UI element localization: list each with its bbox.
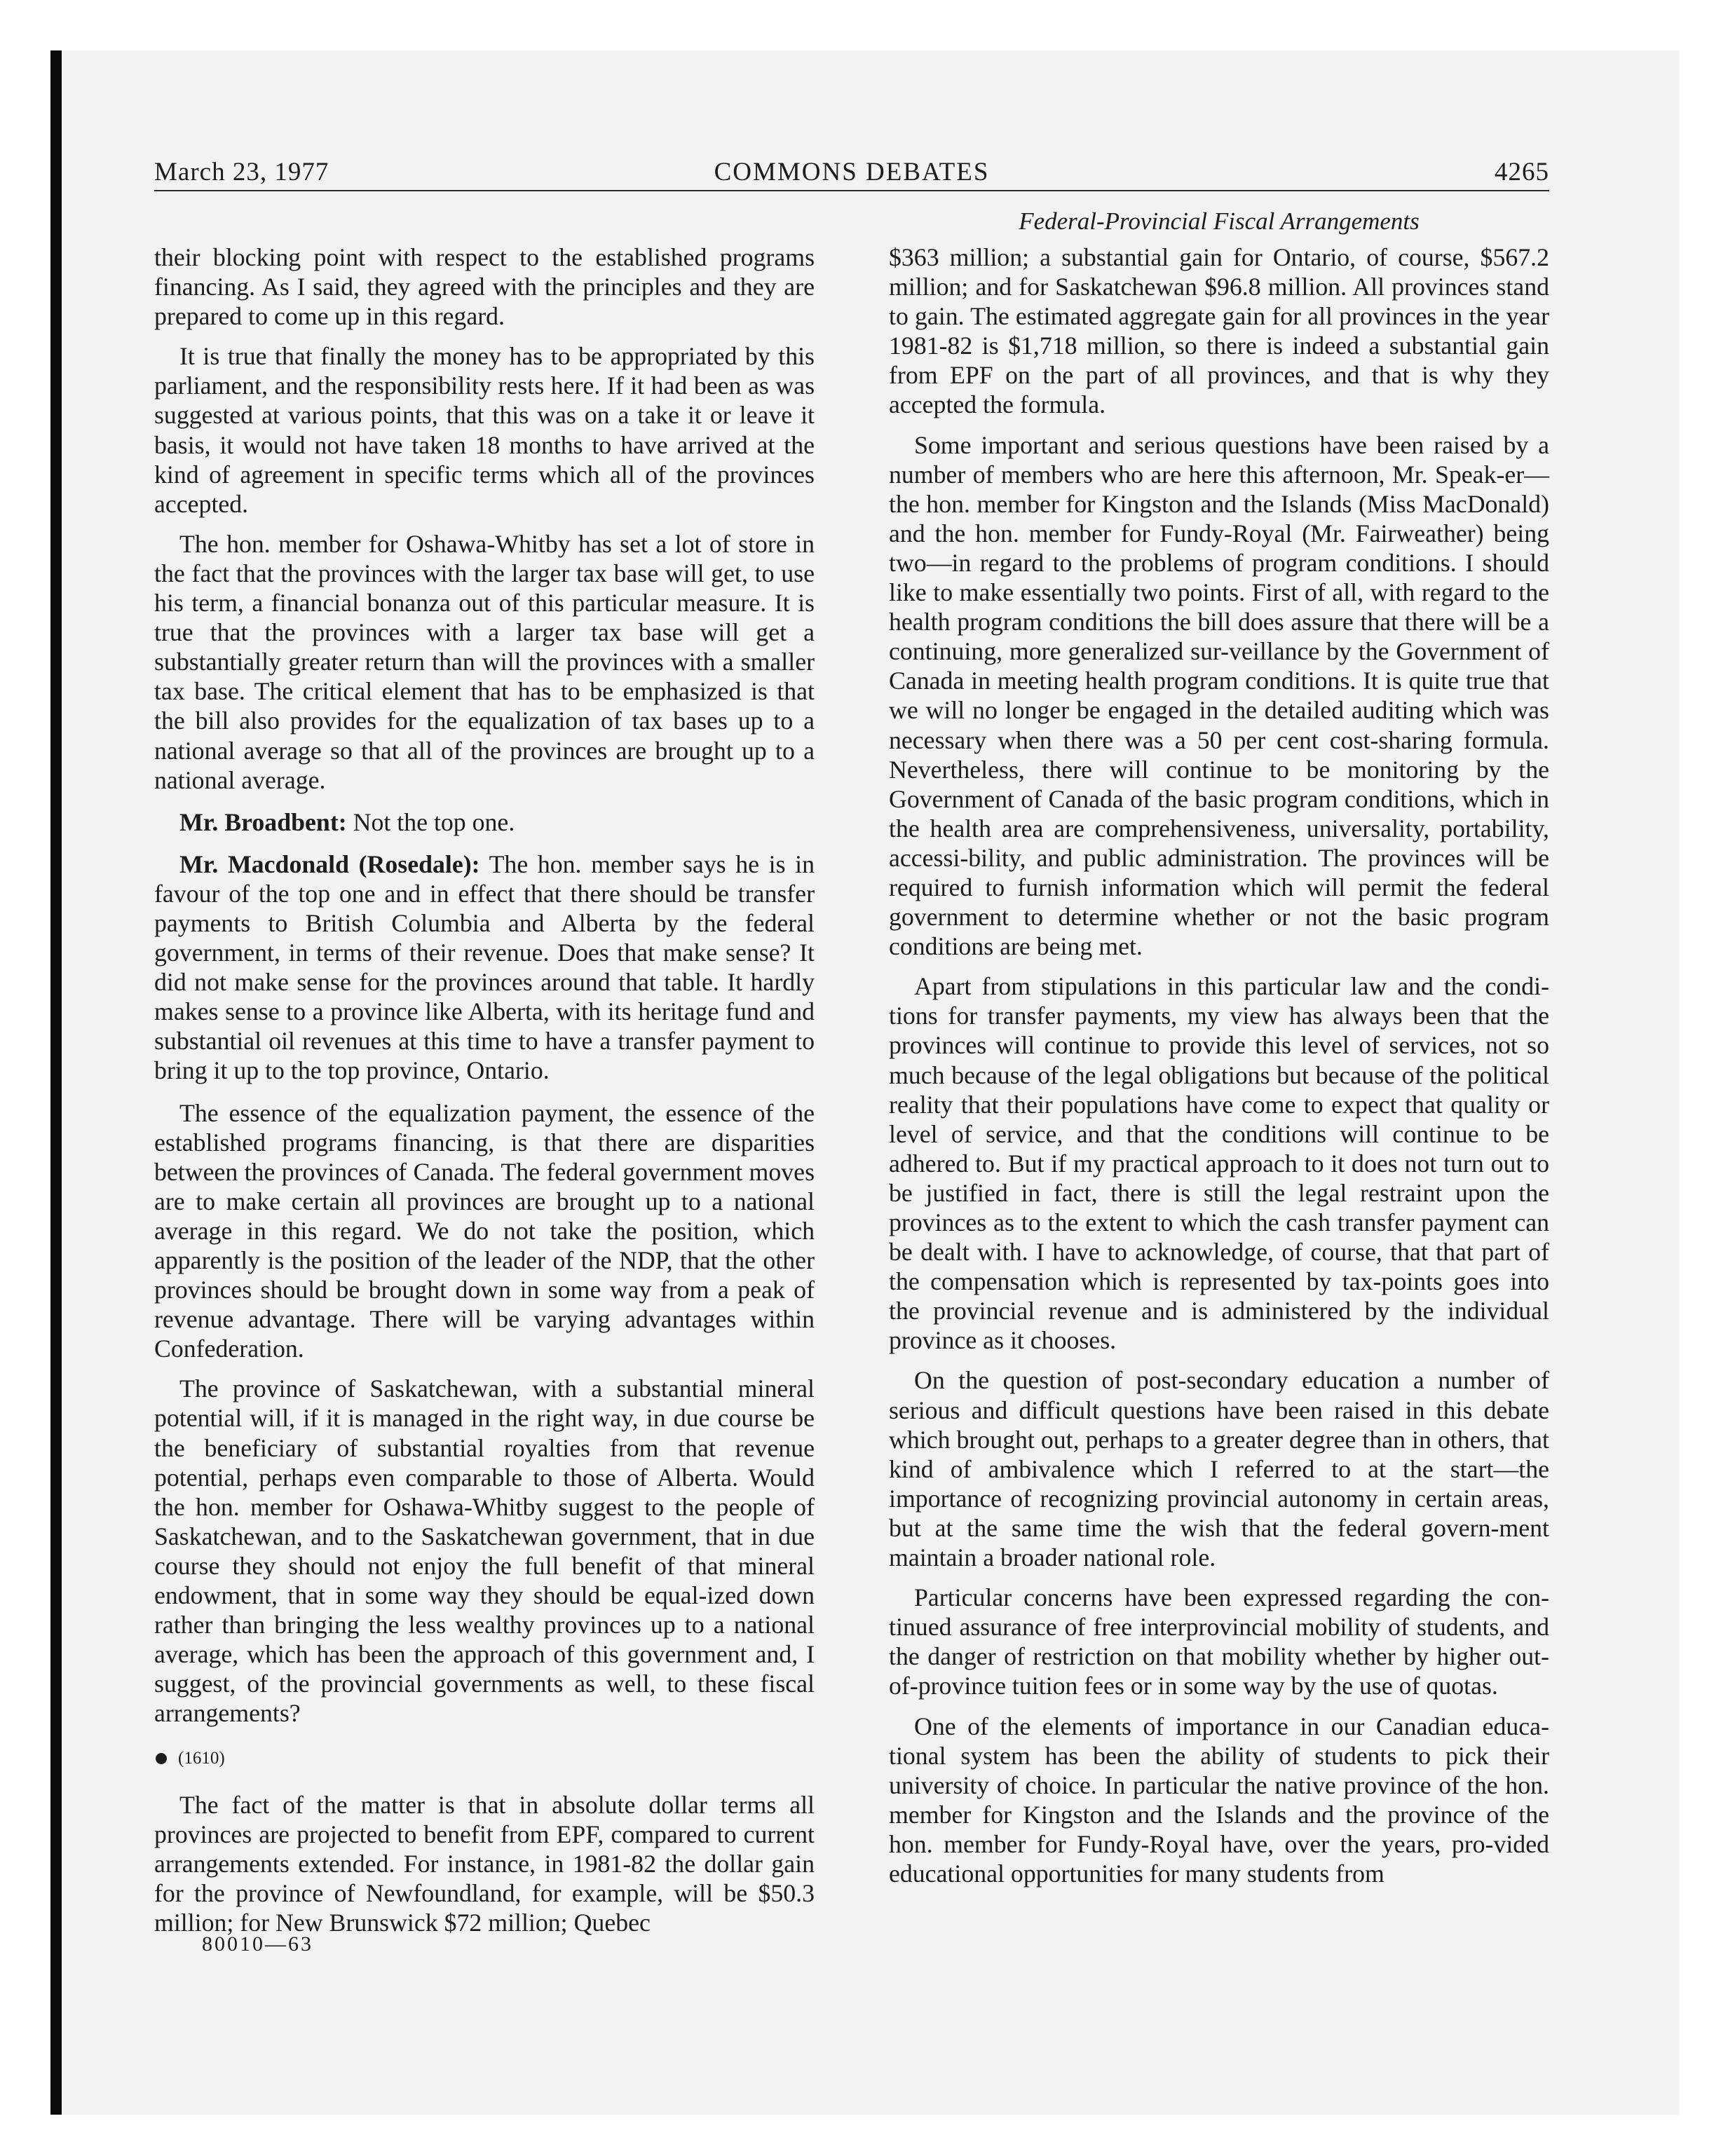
- footer-code: 80010—63: [202, 1932, 313, 1956]
- speaker-name: Mr. Broadbent:: [179, 807, 347, 836]
- paragraph: their blocking point with respect to the established programs financing. As I said, they agreed with the principles and they are prepared to come up in this regard.: [154, 243, 815, 331]
- speech-text: The hon. member says he is in favour of the top one and in effect that there should be transfer payments to British Columbia and Alberta by the federal government, in terms of their revenue. Does that make sense? It did not make sense for the provinces around that table. It hardly makes sense to a province like Alberta, with its heritage fund and substantial oil revenues at this time to have a transfer payment to bring it up to the top province, Ontario.: [154, 850, 815, 1085]
- paragraph: The fact of the matter is that in absolute dollar terms all provinces are projected to benefit from EPF, compared to current arrangements extended. For instance, in 1981-82 the dollar gain for the province of Newfoundland, for example, will be $50.3 million; for New Brunswick $72 million; Quebec: [154, 1790, 815, 1937]
- paragraph: The province of Saskatchewan, with a substantial mineral potential will, if it is managed in the right way, in due course be the beneficiary of substantial royalties from that revenue potential, perhaps even comparable to those of Alberta. Would the hon. member for Oshawa-Whitby suggest to the people of Saskatchewan, and to the Saskatchewan government, that in due course they should not enjoy the full benefit of that mineral endowment, that in some way they should be equal-ized down rather than bringing the less wealthy provinces up to a national average, which has been the approach of this government and, I suggest, of the provincial governments as well, to these fiscal arrangements?: [154, 1374, 815, 1728]
- paragraph: One of the elements of importance in our Canadian educa-tional system has been the ability of students to pick their university of choice. In particular the native province of the hon. member for Kingston and the Islands and the province of the hon. member for Fundy-Royal have, over the years, pro-vided educational opportunities for many students from: [889, 1712, 1549, 1888]
- header-date: March 23, 1977: [154, 158, 329, 186]
- time-marker: [154, 1744, 815, 1773]
- scan-edge: [50, 50, 62, 2115]
- header-rule: [154, 190, 1549, 191]
- bullet-icon: [156, 1753, 167, 1764]
- page-number: 4265: [1495, 158, 1549, 186]
- speaker-name: Mr. Macdonald (Rosedale):: [179, 850, 480, 878]
- right-column: [889, 243, 1549, 1899]
- paragraph: Apart from stipulations in this particular law and the condi-tions for transfer payments, my view has always been that the provinces will continue to provide this level of services, not so much because of the legal obligations but because of the political reality that their populations have come to expect that quality or level of service, and that the conditions will continue to be adhered to. But if my practical approach to it does not turn out to be justified in fact, there is still the legal restraint upon the provinces as to the extent to which the cash transfer payment can be dealt with. I have to acknowledge, of course, that that part of the compensation which is represented by tax-points goes into the provincial revenue and is administered by the individual province as it chooses.: [889, 972, 1549, 1355]
- subject-heading: Federal-Provincial Fiscal Arrangements: [1019, 207, 1420, 235]
- paragraph: The essence of the equalization payment, the essence of the established programs financing, is that there are disparities between the provinces of Canada. The federal government moves are to make certain all provinces are brought up to a national average in this regard. We do not take the position, which apparently is the position of the leader of the NDP, that the other provinces should be brought down in some way from a peak of revenue advantage. There will be varying advantages within Confederation.: [154, 1098, 815, 1363]
- publication-title: COMMONS DEBATES: [714, 158, 990, 186]
- paragraph: On the question of post-secondary education a number of serious and difficult questions have been raised in this debate which brought out, perhaps to a greater degree than in others, that kind of ambivalence which I referred to at the start—the importance of recognizing provincial autonomy in certain areas, but at the same time the wish that the federal govern-ment maintain a broader national role.: [889, 1366, 1549, 1572]
- paragraph: Particular concerns have been expressed regarding the con-tinued assurance of free interprovincial mobility of students, and the danger of restriction on that mobility whether by higher out-of-province tuition fees or in some way by the use of quotas.: [889, 1583, 1549, 1700]
- paragraph: $363 million; a substantial gain for Ontario, of course, $567.2 million; and for Saskatchewan $96.8 million. All provinces stand to gain. The estimated aggregate gain for all provinces in the year 1981-82 is $1,718 million, so there is indeed a substantial gain from EPF on the part of all provinces, and that is why they accepted the formula.: [889, 243, 1549, 419]
- interjection-text: Not the top one.: [346, 807, 515, 836]
- paragraph: It is true that finally the money has to be appropriated by this parliament, and the responsibility rests here. If it had been as was suggested at various points, that this was on a take it or leave it basis, it would not have taken 18 months to have arrived at the kind of agreement in specific terms which all of the provinces accepted.: [154, 342, 815, 518]
- running-header: [154, 151, 1549, 190]
- paragraph: Some important and serious questions have been raised by a number of members who are here this afternoon, Mr. Speak-er—the hon. member for Kingston and the Islands (Miss MacDonald) and the hon. member for Fundy-Royal (Mr. Fairweather) being two—in regard to the problems of program conditions. I should like to make essentially two points. First of all, with regard to the health program conditions the bill does assure that there will be a continuing, more generalized sur-veillance by the Government of Canada in meeting health program conditions. It is quite true that we will no longer be engaged in the detailed auditing which was necessary when there was a 50 per cent cost-sharing formula. Nevertheless, there will continue to be monitoring by the Government of Canada of the basic program conditions, which in the health area are comprehensiveness, universality, portability, accessi-bility, and public administration. The provinces will be required to furnish information which will permit the federal government to determine whether or not the basic program conditions are being met.: [889, 430, 1549, 961]
- left-column: [154, 243, 815, 1948]
- interjection: [154, 807, 815, 837]
- speech-paragraph: [154, 850, 815, 1086]
- paragraph: The hon. member for Oshawa-Whitby has set a lot of store in the fact that the provinces with the larger tax base will get, to use his term, a financial bonanza out of this particular measure. It is true that the provinces with a larger tax base will get a substantially greater return than will the provinces with a smaller tax base. The critical element that has to be emphasized is that the bill also provides for the equalization of tax bases up to a national average so that all of the provinces are brought up to a national average.: [154, 529, 815, 794]
- time-marker-text: (1610): [178, 1748, 225, 1768]
